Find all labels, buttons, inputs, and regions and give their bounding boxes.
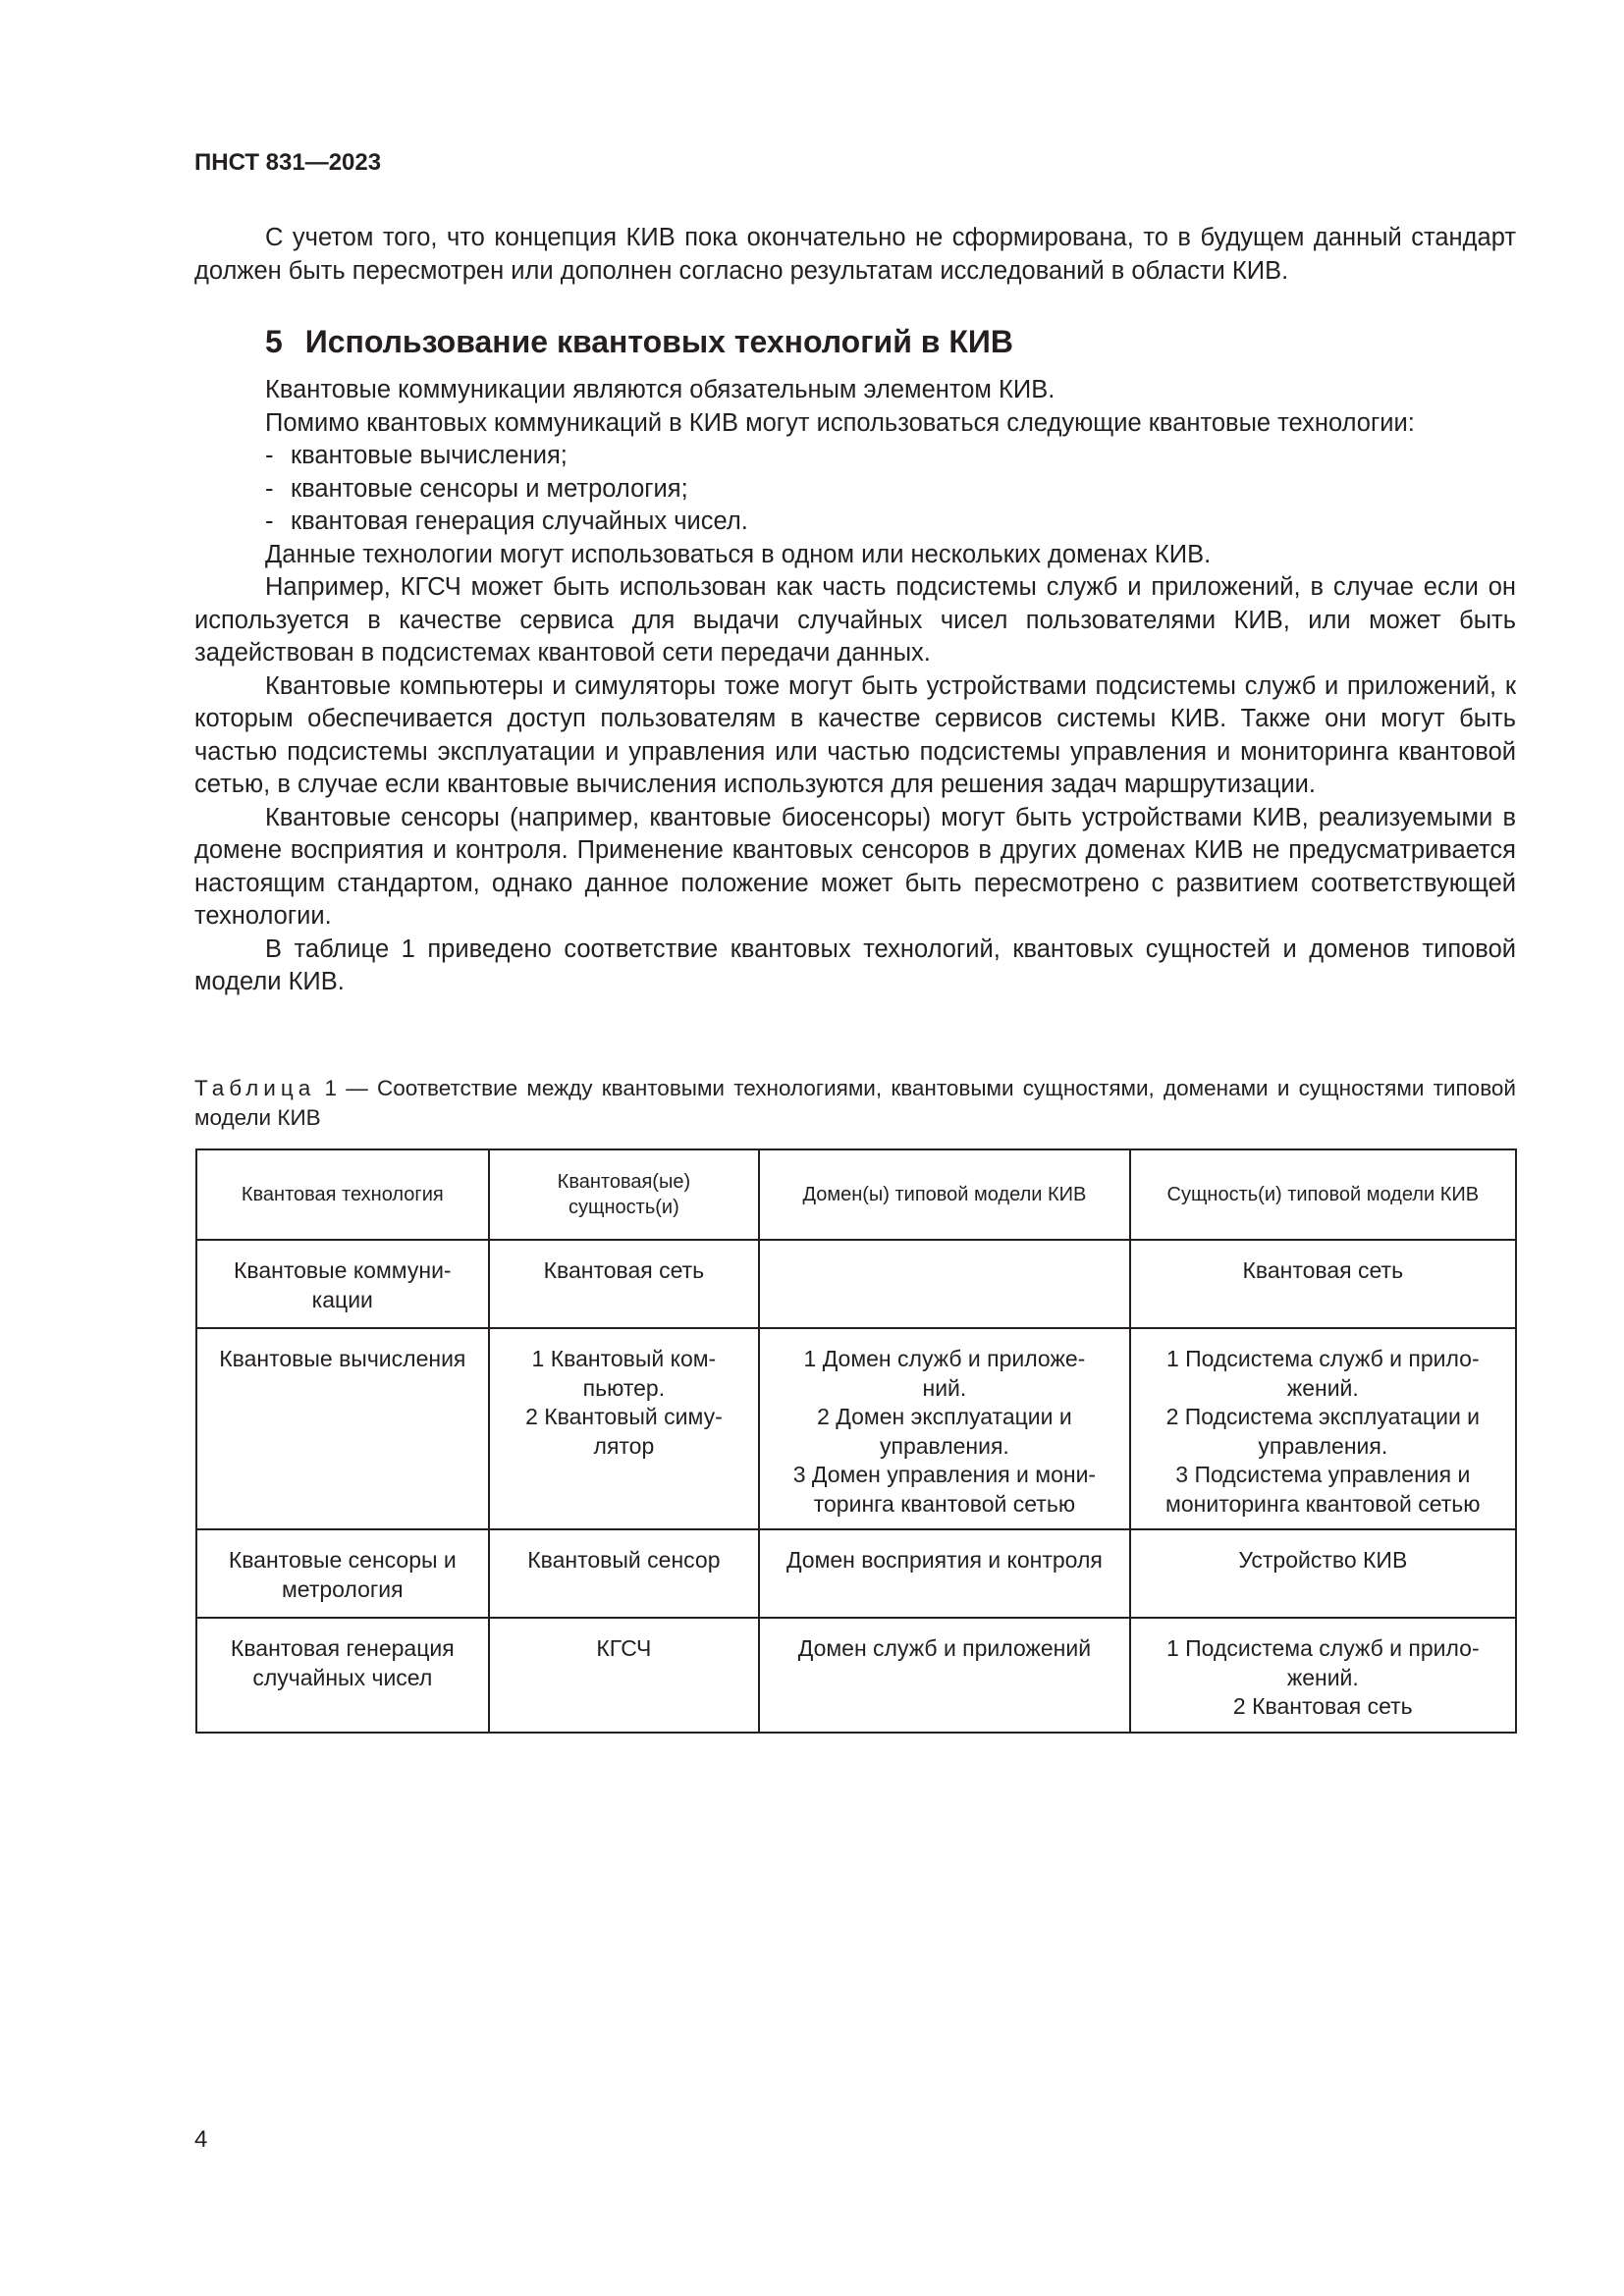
header-line: сущность(и) bbox=[568, 1197, 679, 1218]
table-caption-text: 1 — Соответствие между квантовыми технологиями, квантовыми сущностями, доменами и сущностями типовой модели КИВ bbox=[194, 1076, 1516, 1130]
header-line bbox=[490, 1169, 759, 1220]
cell-text-line: Устройство КИВ bbox=[1238, 1547, 1408, 1573]
cell-text-line: ний. bbox=[922, 1374, 967, 1401]
table-cell bbox=[1130, 1529, 1516, 1618]
cell-text-line: управления. bbox=[879, 1432, 1009, 1459]
list-dash: - bbox=[265, 442, 274, 469]
cell-text-line: Квантовая сеть bbox=[543, 1257, 705, 1283]
cell-text-line: 2 Подсистема эксплуатации и bbox=[1165, 1404, 1481, 1429]
paragraph: Данные технологии могут использоваться в одном или нескольких доменах КИВ. bbox=[265, 540, 1212, 568]
list-item bbox=[265, 506, 1516, 539]
cell-text-line: Квантовая генерация bbox=[230, 1635, 455, 1661]
table-row bbox=[196, 1240, 1516, 1328]
paragraph: Помимо квантовых коммуникаций в КИВ могут использоваться следующие квантовые технологии: bbox=[265, 408, 1415, 437]
paragraph: Квантовые коммуникации являются обязательным элементом КИВ. bbox=[265, 376, 1056, 403]
table-cell bbox=[196, 1328, 489, 1529]
list-dash: - bbox=[265, 474, 274, 503]
list-item bbox=[265, 473, 1516, 507]
cell-text-line: 2 Квантовый симу- bbox=[525, 1404, 723, 1429]
cell-text-line: Домен восприятия и контроля bbox=[785, 1547, 1103, 1573]
cell-text-line: кации bbox=[311, 1286, 373, 1312]
correspondence-table bbox=[195, 1148, 1517, 1734]
cell-text-line: 1 Квантовый ком- bbox=[531, 1346, 717, 1371]
cell-text-line: лятор bbox=[593, 1432, 655, 1459]
cell-text-line: Квантовые коммуни- bbox=[234, 1257, 452, 1283]
paragraph: Квантовые сенсоры (например, квантовые биосенсоры) могут быть устройствами КИВ, реализуемыми в домене восприятия и контроля. Применение квантовых сенсоров в других доменах КИВ не предусматривается настоящим стандартом, однако данное положение может быть пересмотрено с развитием соответствующей технологии. bbox=[194, 803, 1516, 930]
cell-text-line: пьютер. bbox=[582, 1374, 666, 1401]
table-cell bbox=[1130, 1240, 1516, 1328]
cell-text-line: КГСЧ bbox=[596, 1635, 652, 1661]
header-line: Квантовая(ые) bbox=[557, 1171, 691, 1193]
table-row bbox=[196, 1328, 1516, 1529]
table-header-cell bbox=[489, 1149, 760, 1240]
table-cell bbox=[489, 1328, 760, 1529]
cell-text-line: 2 Домен эксплуатации и bbox=[817, 1404, 1072, 1429]
table-cell bbox=[196, 1529, 489, 1618]
table-cell bbox=[196, 1240, 489, 1328]
cell-text-line: 1 Подсистема служб и прило- bbox=[1165, 1635, 1480, 1661]
cell-text-line: торинга квантовой сетью bbox=[813, 1490, 1076, 1517]
cell-text-line: 3 Домен управления и мони- bbox=[792, 1462, 1097, 1487]
table-cell bbox=[759, 1240, 1129, 1328]
table-header-cell: Сущность(и) типовой модели КИВ bbox=[1130, 1149, 1516, 1240]
table-caption bbox=[194, 1074, 1516, 1133]
cell-text-line: случайных чисел bbox=[252, 1664, 433, 1690]
cell-text-line: 3 Подсистема управления и bbox=[1175, 1462, 1471, 1487]
table-cell bbox=[489, 1529, 760, 1618]
intro-paragraph: С учетом того, что концепция КИВ пока окончательно не сформирована, то в будущем данный стандарт должен быть пересмотрен или дополнен согласно результатам исследований в области КИВ. bbox=[194, 224, 1516, 285]
paragraph: Например, КГСЧ может быть использован как часть подсистемы служб и приложений, в случае если он используется в качестве сервиса для выдачи случайных чисел пользователями КИВ, или может быть задействован в подсистемах квантовой сети передачи данных. bbox=[194, 573, 1516, 667]
table-cell bbox=[196, 1618, 489, 1733]
table-cell bbox=[489, 1240, 760, 1328]
cell-text-line: Домен служб и приложений bbox=[797, 1635, 1092, 1661]
paragraph: Квантовые компьютеры и симуляторы тоже могут быть устройствами подсистемы служб и приложений, к которым обеспечивается доступ пользователям в качестве сервисов системы КИВ. Также они могут быть частью подсистемы эксплуатации и управления или частью подсистемы управления и мониторинга квантовой сетью, в случае если квантовые вычисления используются для решения задач маршрутизации. bbox=[194, 671, 1516, 798]
document-body bbox=[194, 222, 1516, 999]
table-cell bbox=[759, 1328, 1129, 1529]
table-cell bbox=[1130, 1328, 1516, 1529]
table-row bbox=[196, 1529, 1516, 1618]
cell-text-line: мониторинга квантовой сетью bbox=[1165, 1490, 1481, 1517]
section-number: 5 bbox=[265, 324, 283, 359]
table-cell bbox=[759, 1529, 1129, 1618]
table-row bbox=[196, 1618, 1516, 1733]
list-item-text: квантовая генерация случайных чисел. bbox=[291, 507, 748, 535]
table-cell bbox=[489, 1618, 760, 1733]
table-header-cell: Домен(ы) типовой модели КИВ bbox=[759, 1149, 1129, 1240]
table-cell bbox=[759, 1618, 1129, 1733]
cell-text-line: управления. bbox=[1258, 1432, 1388, 1459]
list-item-text: квантовые вычисления; bbox=[291, 442, 568, 469]
cell-text-line: Квантовые вычисления bbox=[219, 1346, 466, 1371]
cell-text-line: метрология bbox=[281, 1575, 404, 1602]
section-heading bbox=[265, 322, 1516, 361]
table-header-row bbox=[196, 1149, 1516, 1240]
cell-text-line: 1 Подсистема служб и прило- bbox=[1165, 1346, 1480, 1371]
document-id-header: ПНСТ 831—2023 bbox=[194, 149, 382, 176]
cell-text-line: Квантовый сенсор bbox=[527, 1547, 721, 1573]
list-dash: - bbox=[265, 507, 274, 535]
table-header-cell: Квантовая технология bbox=[196, 1149, 489, 1240]
cell-text-line: жений. bbox=[1286, 1664, 1359, 1690]
cell-text-line: 2 Квантовая сеть bbox=[1232, 1693, 1413, 1719]
paragraph: В таблице 1 приведено соответствие квантовых технологий, квантовых сущностей и доменов типовой модели КИВ. bbox=[194, 934, 1516, 995]
section-title: Использование квантовых технологий в КИВ bbox=[304, 324, 1013, 359]
list-item-text: квантовые сенсоры и метрология; bbox=[291, 474, 688, 503]
list-item bbox=[265, 440, 1516, 473]
cell-text-line: Квантовая сеть bbox=[1242, 1257, 1404, 1283]
cell-text-line: 1 Домен служб и приложе- bbox=[803, 1346, 1086, 1371]
cell-text-line: жений. bbox=[1286, 1374, 1359, 1401]
page-number: 4 bbox=[194, 2126, 208, 2153]
cell-text-line: Квантовые сенсоры и bbox=[228, 1547, 457, 1573]
table-caption-label: Таблица bbox=[194, 1076, 316, 1100]
table-cell bbox=[1130, 1618, 1516, 1733]
